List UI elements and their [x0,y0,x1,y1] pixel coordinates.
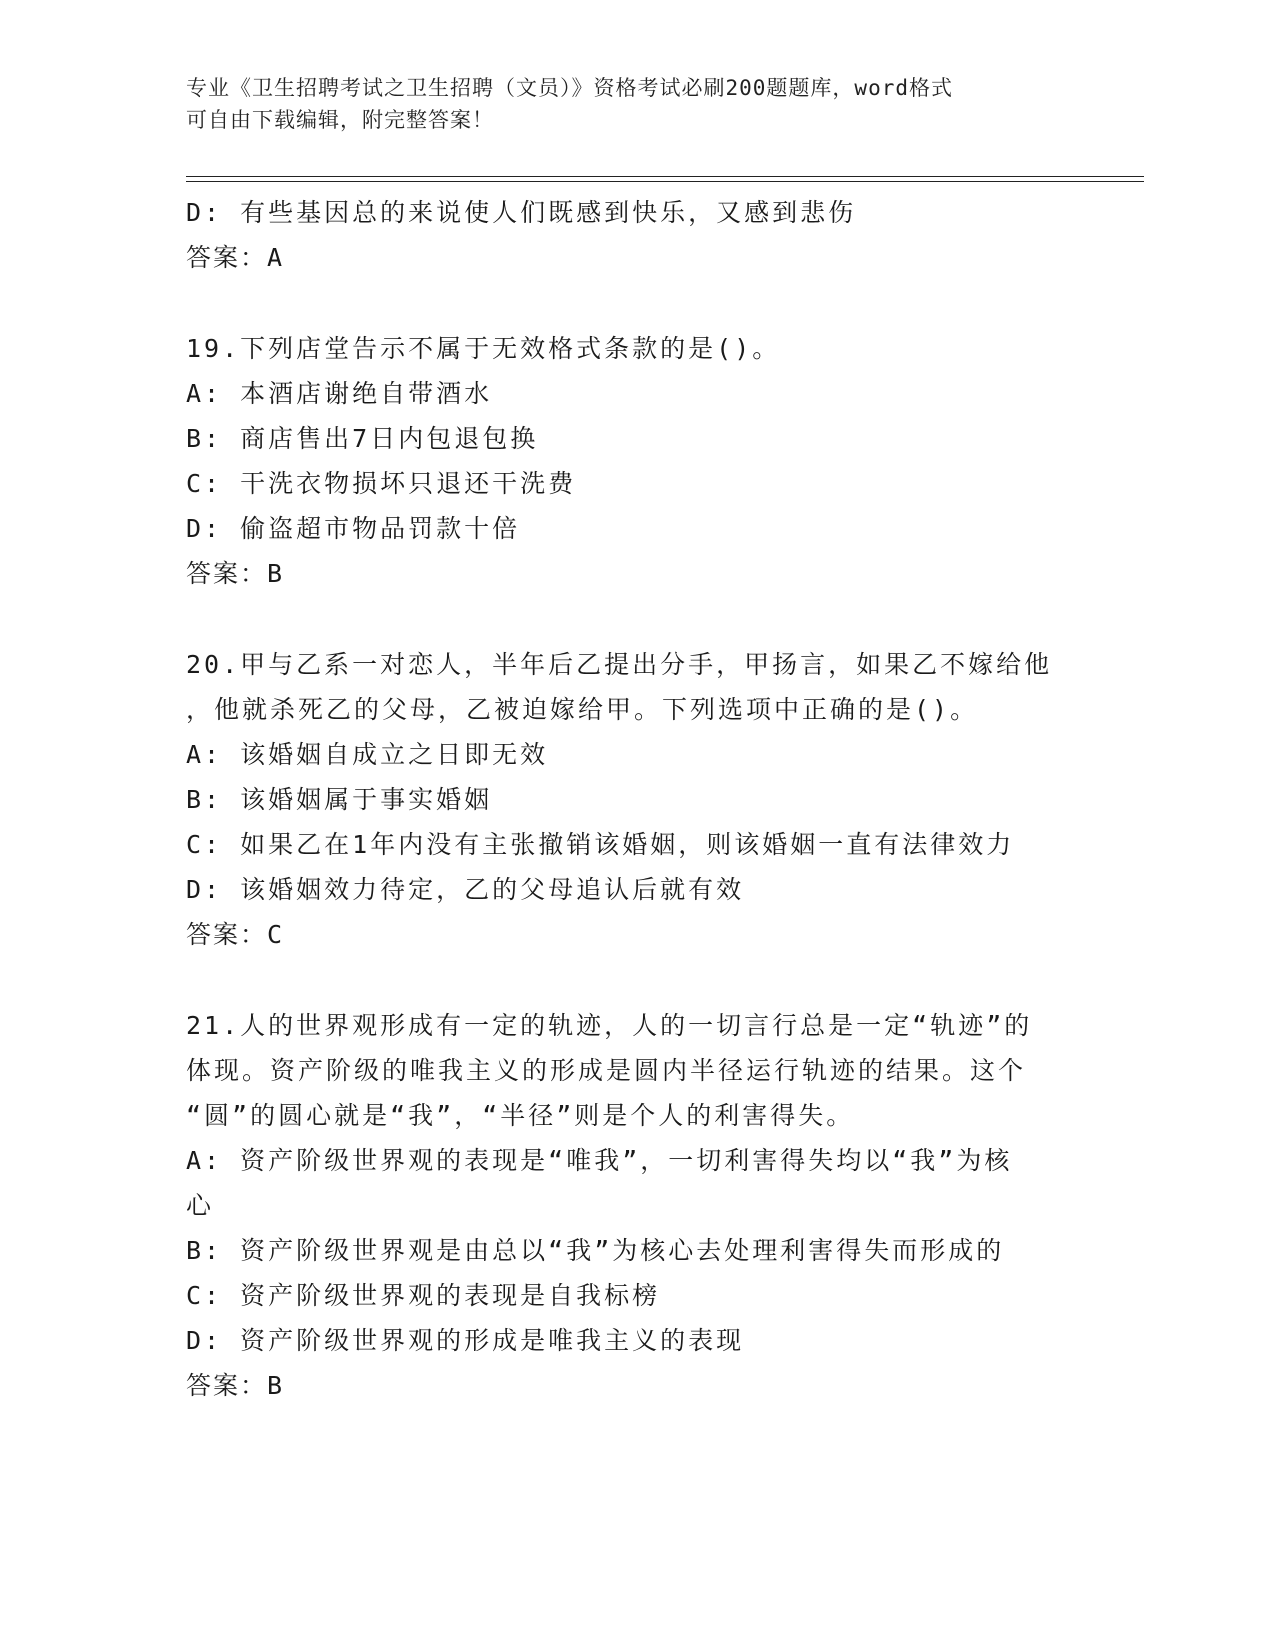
question-block-20 [186,642,1086,957]
spacer [186,596,1086,642]
answer-line: 答案：A [186,243,285,272]
question-stem-line-3: “圆”的圆心就是“我”，“半径”则是个人的利害得失。 [186,1101,855,1130]
option-a-line-2: 心 [186,1191,215,1220]
question-stem: 19.下列店堂告示不属于无效格式条款的是()。 [186,334,781,363]
header-divider-bottom [186,181,1144,182]
question-stem-line-2: ，他就杀死乙的父母，乙被迫嫁给甲。下列选项中正确的是()。 [186,695,979,724]
header-title-line-2: 可自由下载编辑，附完整答案！ [186,108,494,132]
question-stem-line-1: 20.甲与乙系一对恋人，半年后乙提出分手，甲扬言，如果乙不嫁给他 [186,650,1053,679]
question-stem-line-2: 体现。资产阶级的唯我主义的形成是圆内半径运行轨迹的结果。这个 [186,1056,1027,1085]
question-block-19 [186,326,1086,596]
question-list [186,190,1086,1408]
option-b: B: 商店售出7日内包退包换 [186,424,539,453]
option-d: D: 有些基因总的来说使人们既感到快乐，又感到悲伤 [186,198,857,227]
option-a: A: 本酒店谢绝自带酒水 [186,379,493,408]
spacer [186,280,1086,326]
question-stem-line-1: 21.人的世界观形成有一定的轨迹，人的一切言行总是一定“轨迹”的 [186,1011,1033,1040]
option-c: C: 干洗衣物损坏只退还干洗费 [186,469,577,498]
option-a-line-1: A: 资产阶级世界观的表现是“唯我”，一切利害得失均以“我”为核 [186,1146,1013,1175]
spacer [186,957,1086,1003]
option-d: D: 该婚姻效力待定，乙的父母追认后就有效 [186,875,745,904]
document-header [186,72,1066,136]
header-divider-top [186,176,1144,177]
header-title-line-1: 专业《卫生招聘考试之卫生招聘（文员）》资格考试必刷200题题库，word格式 [186,76,953,100]
answer-line: 答案：B [186,1371,285,1400]
option-c: C: 如果乙在1年内没有主张撤销该婚姻，则该婚姻一直有法律效力 [186,830,1015,859]
question-block-21 [186,1003,1086,1408]
option-a: A: 该婚姻自成立之日即无效 [186,740,549,769]
option-b: B: 该婚姻属于事实婚姻 [186,785,493,814]
option-d: D: 偷盗超市物品罚款十倍 [186,514,521,543]
option-c: C: 资产阶级世界观的表现是自我标榜 [186,1281,661,1310]
option-d: D: 资产阶级世界观的形成是唯我主义的表现 [186,1326,745,1355]
option-b: B: 资产阶级世界观是由总以“我”为核心去处理利害得失而形成的 [186,1236,1005,1265]
answer-line: 答案：C [186,920,285,949]
question-block-previous [186,190,1086,280]
answer-line: 答案：B [186,559,285,588]
